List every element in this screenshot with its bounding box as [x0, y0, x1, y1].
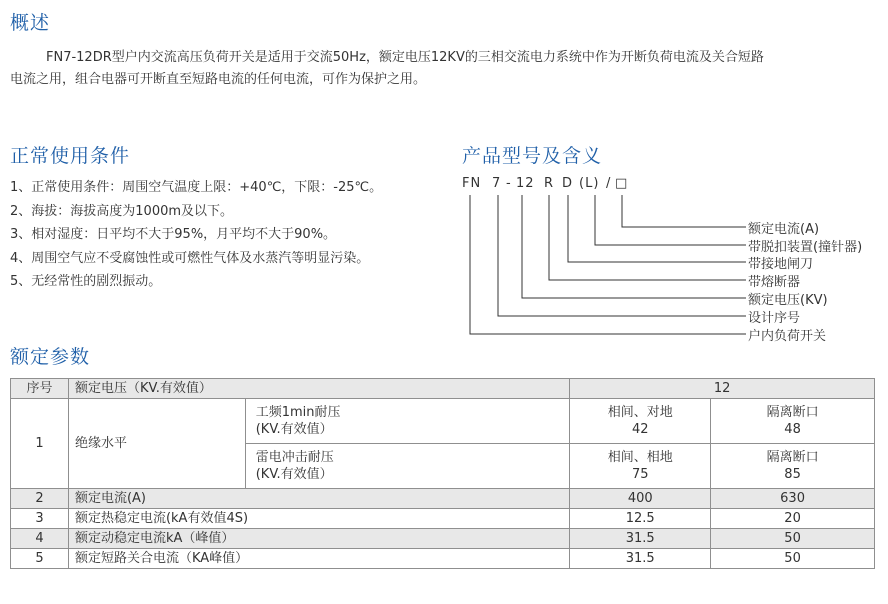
overview-line-1: FN7-12DR型户内交流高压负荷开关是适用于交流50Hz，额定电压12KV的三相交流电力系统中作为开断负荷电流及关合短路 [46, 50, 764, 65]
model-code-l: (L) [579, 176, 600, 191]
table-row [11, 549, 875, 569]
row-value-2: 50 [711, 529, 875, 549]
power-freq-cell [245, 399, 570, 444]
li-b-label: 隔离断口 [766, 450, 819, 465]
model-title: 产品型号及含义 [462, 145, 603, 167]
li-b-value: 85 [784, 467, 801, 482]
table-header-row [11, 379, 875, 399]
li-a-cell [570, 444, 711, 489]
model-label: 额定电流(A) [748, 222, 820, 237]
model-code-fn: FN [462, 176, 482, 191]
pf-a-cell [570, 399, 711, 444]
model-label: 带熔断器 [748, 275, 801, 290]
condition-item: 4、周围空气应不受腐蚀性或可燃性气体及水蒸汽等明显污染。 [10, 250, 370, 266]
params-title: 额定参数 [10, 346, 91, 368]
row-value-2: 20 [711, 509, 875, 529]
lightning-label: 雷电冲击耐压 [255, 450, 334, 465]
condition-item: 3、相对湿度：日平均不大于95%，月平均不大于90%。 [10, 227, 337, 242]
row-seq: 5 [11, 549, 69, 569]
model-code-r: R [544, 176, 555, 191]
row-value-1: 31.5 [570, 549, 711, 569]
model-code-7: 7 [492, 176, 502, 191]
lightning-unit: (KV.有效值） [255, 467, 333, 482]
pf-b-value: 48 [784, 422, 801, 437]
model-label: 带接地闸刀 [748, 257, 814, 272]
li-b-cell [711, 444, 875, 489]
row-name: 额定电流(A) [68, 489, 569, 509]
model-leader-lines [462, 171, 882, 351]
model-code-dash: - [506, 176, 512, 191]
table-row [11, 489, 875, 509]
row-value-1: 400 [570, 489, 711, 509]
pf-b-label: 隔离断口 [766, 405, 819, 420]
params-table [10, 378, 875, 569]
overview-title: 概述 [10, 12, 51, 34]
row-value-1: 31.5 [570, 529, 711, 549]
row-value-1: 12.5 [570, 509, 711, 529]
header-voltage-value: 12 [570, 379, 875, 399]
insulation-name: 绝缘水平 [68, 399, 245, 489]
model-diagram [462, 171, 882, 351]
row-name: 额定热稳定电流(kA有效值4S) [68, 509, 569, 529]
model-code-d: D [562, 176, 574, 191]
model-code-12: 12 [516, 176, 535, 191]
power-freq-unit: (KV.有效值） [255, 422, 333, 437]
model-label: 设计序号 [748, 311, 801, 326]
pf-a-label: 相间、对地 [607, 405, 673, 420]
li-a-value: 75 [631, 467, 649, 482]
model-label: 带脱扣装置(撞针器) [748, 240, 863, 255]
conditions-list [10, 176, 382, 294]
pf-a-value: 42 [631, 422, 649, 437]
model-code-slash: / [606, 176, 612, 191]
power-freq-label: 工频1min耐压 [255, 405, 341, 420]
header-voltage: 额定电压（KV.有效值） [68, 379, 569, 399]
model-label: 户内负荷开关 [748, 329, 827, 344]
header-seq: 序号 [11, 379, 69, 399]
row-value-2: 630 [711, 489, 875, 509]
table-row [11, 509, 875, 529]
model-code-box: □ [615, 176, 629, 191]
insulation-seq: 1 [11, 399, 69, 489]
lightning-cell [245, 444, 570, 489]
table-row [11, 529, 875, 549]
condition-item: 2、海拔：海拔高度为1000m及以下。 [10, 203, 234, 219]
row-name: 额定短路关合电流（KA峰值） [68, 549, 569, 569]
conditions-title: 正常使用条件 [10, 145, 131, 167]
pf-b-cell [711, 399, 875, 444]
overview-line-2: 电流之用，组合电器可开断直至短路电流的任何电流，可作为保护之用。 [10, 72, 427, 87]
model-label: 额定电压(KV) [748, 293, 828, 308]
condition-item: 1、正常使用条件：周围空气温度上限：+40℃，下限：-25℃。 [10, 180, 383, 195]
row-value-2: 50 [711, 549, 875, 569]
table-row [11, 399, 875, 444]
condition-item: 5、无经常性的剧烈振动。 [10, 274, 162, 289]
li-a-label: 相间、相地 [607, 450, 673, 465]
row-seq: 3 [11, 509, 69, 529]
row-seq: 4 [11, 529, 69, 549]
row-name: 额定动稳定电流kA（峰值） [68, 529, 569, 549]
row-seq: 2 [11, 489, 69, 509]
